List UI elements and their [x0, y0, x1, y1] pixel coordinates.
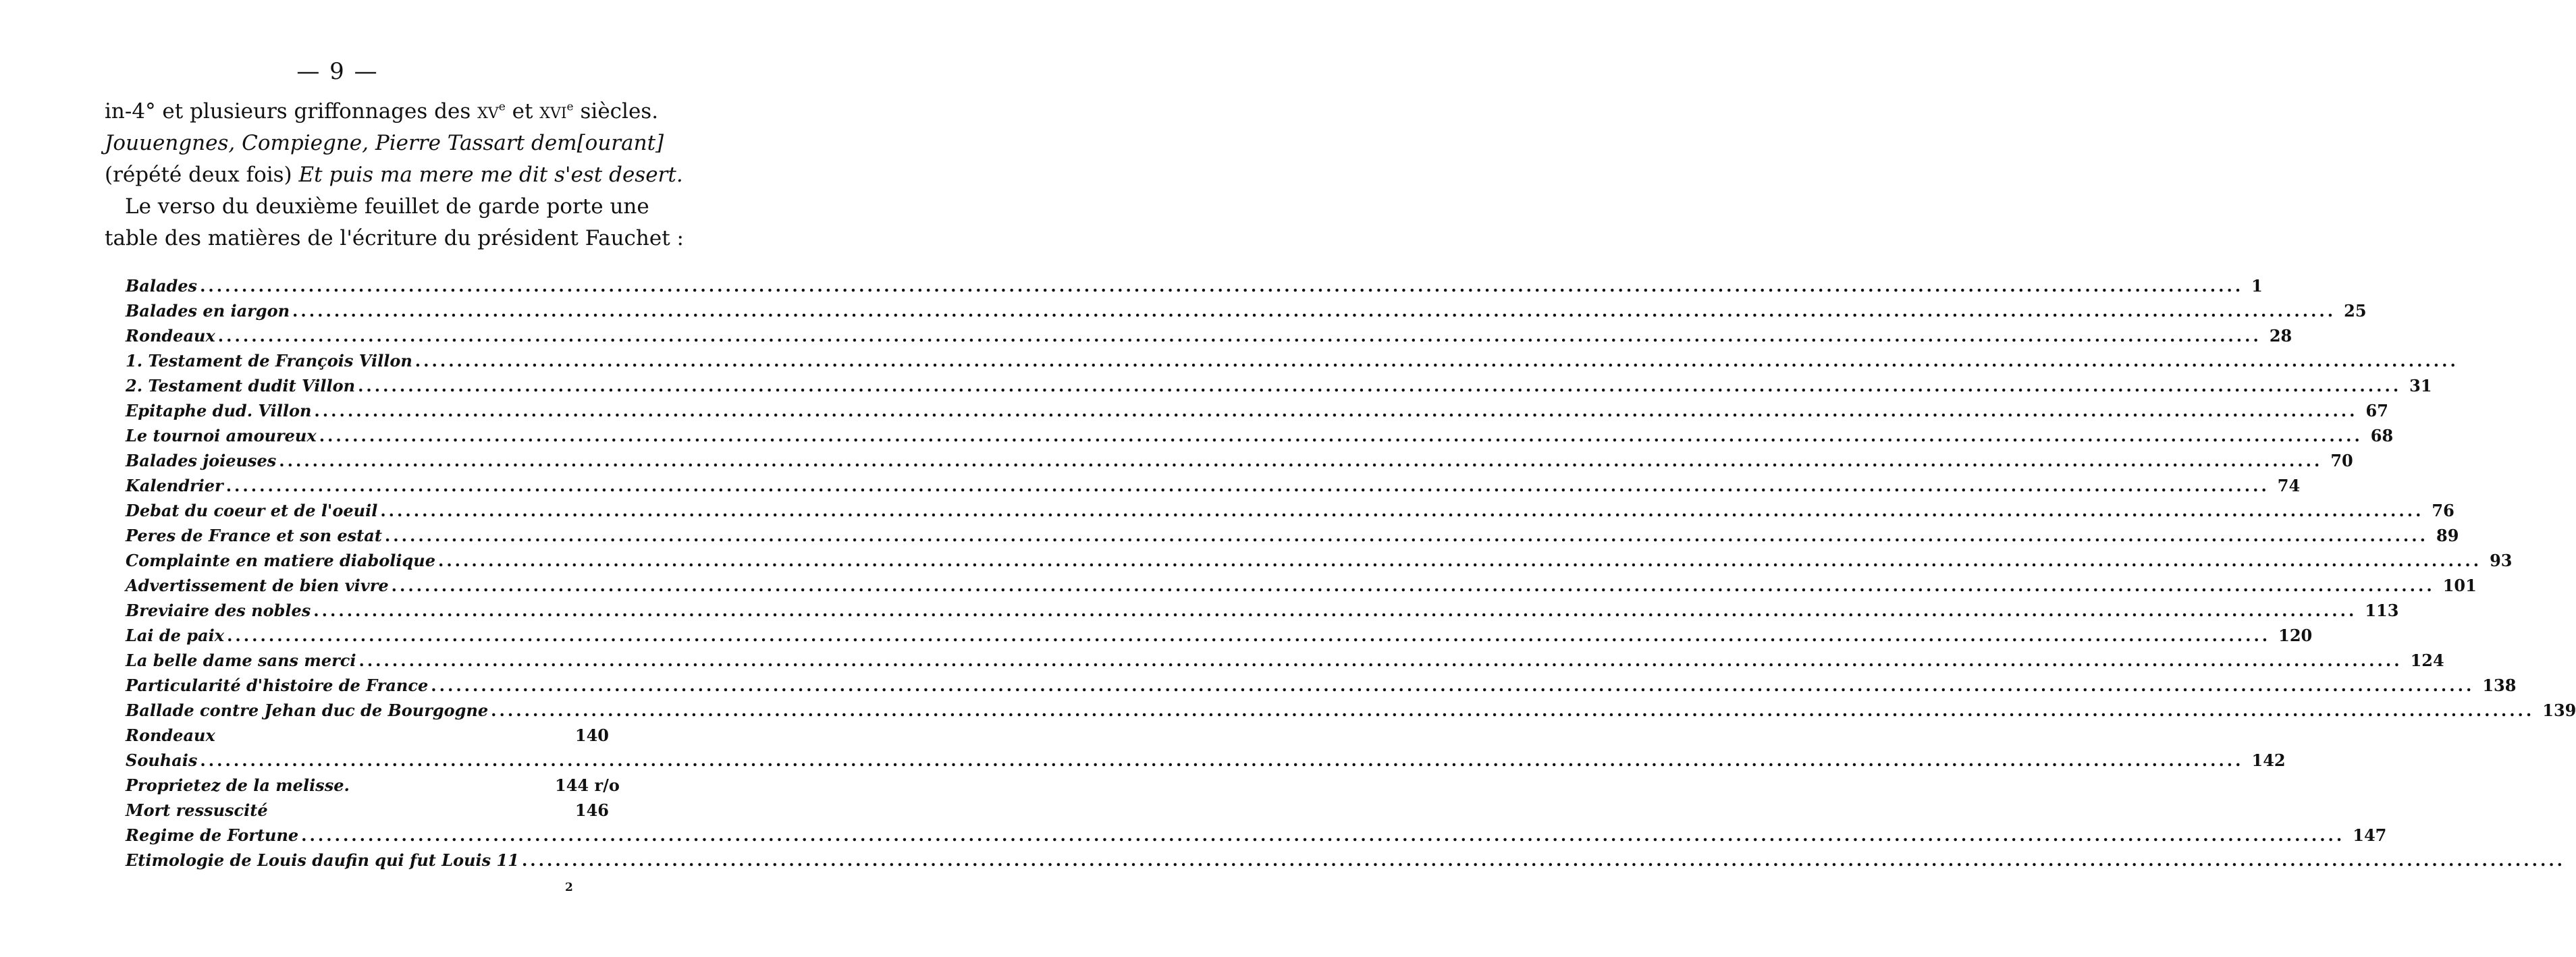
- toc-leader-dots: [385, 526, 2428, 545]
- toc-row: [126, 526, 2459, 551]
- toc-title: Regime de Fortune: [126, 825, 299, 845]
- toc-row: [126, 501, 2454, 526]
- toc-leader-dots: [380, 501, 2423, 520]
- toc-leader-dots: [358, 651, 2402, 670]
- toc-row: [126, 850, 609, 875]
- toc-leader-dots: [319, 426, 2363, 445]
- toc-title: Balades: [126, 276, 198, 296]
- toc-title: Balades en iargon: [126, 301, 290, 321]
- toc-page-number: 28: [2269, 326, 2292, 346]
- toc-row: [126, 601, 2399, 626]
- toc-page-number: 89: [2436, 526, 2459, 545]
- toc-leader-dots: [522, 850, 2565, 870]
- toc-page-number: 113: [2365, 601, 2399, 620]
- paragraph1-line2: Jouuengnes, Compiegne, Pierre Tassart dem[ourant]: [105, 131, 664, 155]
- toc-leader-dots: [392, 576, 2435, 595]
- toc-row: [126, 476, 2301, 501]
- toc-page-number: 67: [2365, 401, 2388, 420]
- toc-page-number: 74: [2277, 476, 2301, 495]
- toc-page-number: 76: [2432, 501, 2454, 520]
- paragraph2-line2: table des matières de l'écriture du président Fauchet :: [105, 226, 684, 250]
- toc-title: Particularité d'histoire de France: [126, 676, 429, 695]
- toc-row: [126, 326, 2292, 351]
- toc-row: [126, 576, 2477, 601]
- paragraph2-line1: Le verso du deuxième feuillet de garde porte une: [125, 194, 649, 219]
- toc-title: Peres de France et son estat: [126, 526, 382, 545]
- toc-page-number: 142: [2251, 750, 2286, 770]
- toc-title: Kalendrier: [126, 476, 223, 495]
- toc-page-number: 70: [2330, 451, 2353, 470]
- toc-page-number: 120: [2278, 626, 2313, 645]
- toc-title: Advertissement de bien vivre: [126, 576, 389, 595]
- toc-page-number: 144 r/o: [555, 775, 620, 795]
- toc-title: Balades joieuses: [126, 451, 277, 470]
- toc-row: [126, 726, 609, 750]
- toc-row: [126, 800, 609, 825]
- toc-page-number: 147: [2353, 825, 2387, 845]
- toc-title: Le tournoi amoureux: [126, 426, 317, 445]
- toc-leader-dots: [431, 676, 2474, 695]
- toc-page-number: 124: [2410, 651, 2444, 670]
- toc-leader-dots: [200, 750, 2243, 770]
- toc-row: [126, 376, 2432, 401]
- table-of-contents: [126, 276, 2576, 875]
- toc-title: Rondeaux: [126, 326, 215, 346]
- toc-page-number: 31: [2409, 376, 2432, 395]
- toc-title: Souhais: [126, 750, 198, 770]
- toc-page-number: 139: [2542, 701, 2576, 720]
- toc-title: Epitaphe dud. Villon: [126, 401, 312, 420]
- toc-row: [126, 551, 2513, 576]
- toc-leader-dots: [415, 351, 2459, 371]
- toc-page-number: 68: [2370, 426, 2394, 445]
- toc-leader-dots: [218, 326, 2261, 346]
- toc-row: [126, 276, 2263, 301]
- paragraph1-line3: (répété deux fois) Et puis ma mere me dit s'est desert.: [105, 163, 683, 187]
- toc-title: Debat du coeur et de l'oeuil: [126, 501, 378, 520]
- toc-row: [126, 401, 2388, 426]
- toc-leader-dots: [292, 301, 2336, 321]
- toc-title: Proprietez de la melisse.: [126, 775, 350, 795]
- toc-row: [126, 351, 609, 376]
- toc-title: Mort ressuscité: [126, 800, 268, 820]
- toc-title: Ballade contre Jehan duc de Bourgogne: [126, 701, 489, 720]
- toc-page-number: 1: [2251, 276, 2263, 296]
- toc-row: [126, 626, 2313, 651]
- toc-leader-dots: [358, 376, 2401, 395]
- toc-page-number: 25: [2344, 301, 2367, 321]
- toc-leader-dots: [279, 451, 2322, 470]
- toc-leader-dots: [438, 551, 2481, 570]
- toc-title: 2. Testament dudit Villon: [126, 376, 356, 395]
- toc-row: [126, 750, 2286, 775]
- toc-row: [126, 451, 2353, 476]
- toc-leader-dots: [226, 476, 2270, 495]
- toc-row: [126, 426, 2394, 451]
- toc-row: [126, 825, 2387, 850]
- toc-title: Complainte en matiere diabolique: [126, 551, 435, 570]
- toc-title: La belle dame sans merci: [126, 651, 356, 670]
- toc-title: 1. Testament de François Villon: [126, 351, 412, 371]
- toc-page-number: 146: [574, 800, 609, 820]
- toc-title: Lai de paix: [126, 626, 225, 645]
- toc-row: [126, 701, 2576, 726]
- toc-leader-dots: [313, 601, 2357, 620]
- toc-leader-dots: [314, 401, 2357, 420]
- toc-row: [126, 651, 2444, 676]
- paragraph1-line1: in-4° et plusieurs griffonnages des $xv^e$ et xvi$^e$ siècles.: [105, 99, 659, 124]
- toc-row: [126, 775, 620, 800]
- toc-row: [126, 676, 2517, 701]
- toc-page-number: 140: [574, 726, 609, 745]
- toc-title: Rondeaux: [126, 726, 215, 745]
- toc-page-number: 93: [2490, 551, 2513, 570]
- toc-title: Etimologie de Louis daufin qui fut Louis 11: [126, 850, 519, 870]
- toc-leader-dots: [200, 276, 2243, 296]
- page-number: — 9 —: [296, 58, 379, 85]
- toc-page-number: 138: [2482, 676, 2517, 695]
- body-text: [105, 96, 684, 254]
- signature-mark: 2: [565, 881, 573, 894]
- toc-row: [126, 301, 2367, 326]
- toc-page-number: 101: [2442, 576, 2477, 595]
- toc-leader-dots: [227, 626, 2270, 645]
- toc-leader-dots: [301, 825, 2344, 845]
- toc-leader-dots: [491, 701, 2534, 720]
- toc-title: Breviaire des nobles: [126, 601, 311, 620]
